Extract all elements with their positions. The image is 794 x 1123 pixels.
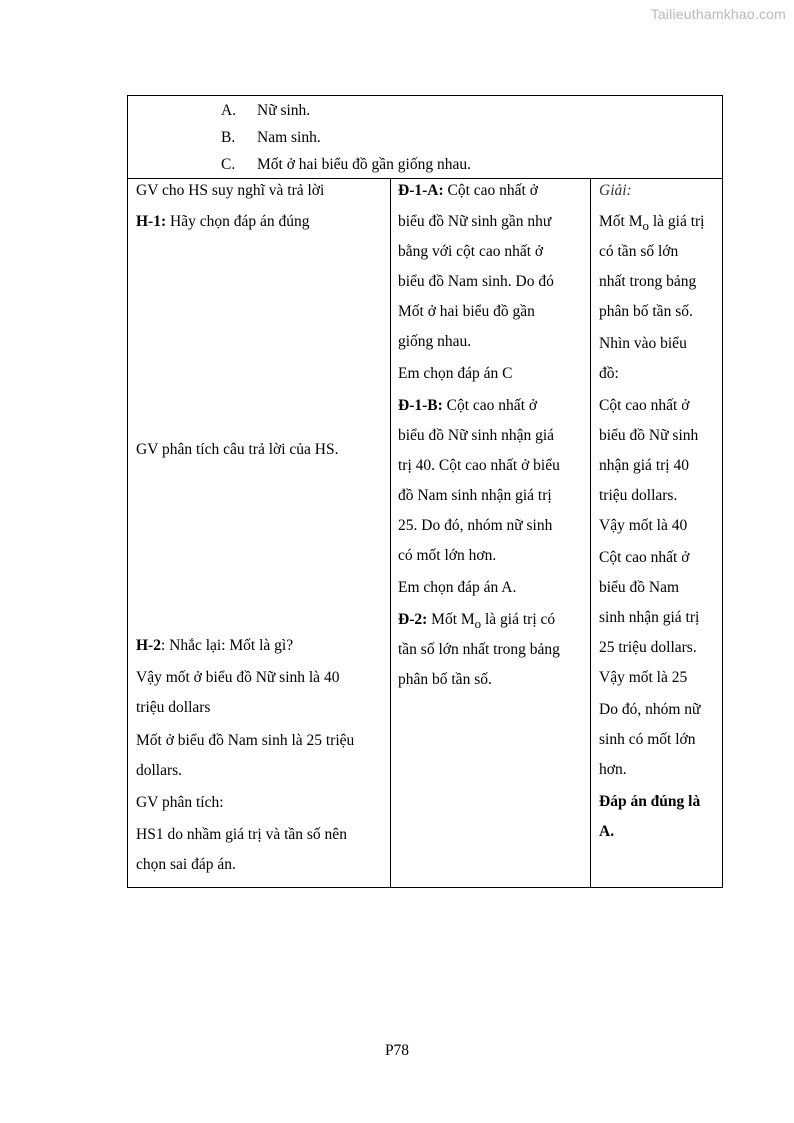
option-text: Nữ sinh. [257,102,311,119]
teacher-line: GV phân tích: [136,794,224,811]
question-h2-label: H-2 [136,637,161,654]
page-number: P78 [384,1042,410,1059]
lesson-table [127,95,723,888]
answer-d2-label: Đ-2: [398,611,428,628]
answer-d1b [398,397,537,415]
solution-line: nhận giá trị 40 [599,457,689,474]
correct-answer-value: A. [599,823,615,840]
solution-line: sinh nhận giá trị [599,609,700,626]
correct-answer: Đáp án đúng là [599,793,701,810]
answer-d1a-label: Đ-1-A: [398,182,444,199]
question-h2 [136,637,293,655]
subscript: o [642,218,649,234]
teacher-line: Mốt ở biểu đồ Nam sinh là 25 triệu [136,732,355,749]
solution-line: 25 triệu dollars. [599,639,697,656]
question-h2-text: : Nhắc lại: Mốt là gì? [160,637,294,654]
answer-line: tần số lớn nhất trong bảng [398,641,560,658]
answer-line: phân bố tần số. [398,671,492,688]
solution-line: đồ: [599,365,619,382]
watermark: Tailieuthamkhao.com [650,6,786,22]
solution-line: Cột cao nhất ở [599,397,690,414]
teacher-line: dollars. [136,762,183,779]
option-label: C. [221,156,236,173]
answer-d2 [398,611,555,632]
solution-heading: Giải: [599,182,632,199]
teacher-line: Vậy mốt ở biểu đồ Nữ sinh là 40 [136,669,340,686]
option-a [221,102,310,120]
answer-line: có mốt lớn hơn. [398,547,497,564]
answer-line: bằng với cột cao nhất ở [398,243,544,260]
answer-text: Mốt M [427,611,475,628]
answer-line: trị 40. Cột cao nhất ở biểu [398,457,560,474]
teacher-line: chọn sai đáp án. [136,856,236,873]
answer-line: giống nhau. [398,333,472,350]
solution-line: sinh có mốt lớn [599,731,696,748]
question-h1 [136,213,309,231]
solution-line: Cột cao nhất ở [599,549,690,566]
subscript: o [474,616,482,632]
answer-d1a [398,182,538,200]
teacher-intro: GV cho HS suy nghĩ và trả lời [136,182,325,199]
solution-line: Do đó, nhóm nữ [599,701,701,718]
solution-line [599,213,704,234]
solution-line: biểu đồ Nam [599,579,680,596]
option-b [221,129,321,147]
answer-line: đồ Nam sinh nhận giá trị [398,487,552,504]
answer-line: biểu đồ Nam sinh. Do đó [398,273,554,290]
answer-line: Mốt ở hai biểu đồ gần [398,303,535,320]
solution-line: có tần số lớn [599,243,679,260]
answer-line: biểu đồ Nữ sinh nhận giá [398,427,555,444]
question-h1-text: Hãy chọn đáp án đúng [166,213,310,230]
solution-line: phân bố tần số. [599,303,693,320]
solution-line: hơn. [599,761,627,778]
teacher-analysis: GV phân tích câu trả lời của HS. [136,441,339,458]
option-c [221,156,471,174]
answer-line: Em chọn đáp án A. [398,579,517,596]
solution-line: biểu đồ Nữ sinh [599,427,699,444]
solution-line: nhất trong bảng [599,273,697,290]
answer-options-row [128,96,722,179]
answer-text: Cột cao nhất ở [442,397,538,414]
solution-line: triệu dollars. [599,487,678,504]
solution-text: là giá trị [648,213,705,230]
teacher-line: triệu dollars [136,699,211,716]
answer-text: là giá trị có [481,611,556,628]
option-text: Mốt ở hai biểu đồ gần giống nhau. [257,156,471,173]
answer-line: 25. Do đó, nhóm nữ sinh [398,517,553,534]
teacher-line: HS1 do nhầm giá trị và tần số nên [136,826,347,843]
option-text: Nam sinh. [257,129,321,146]
column-divider [390,179,391,887]
answer-text: Cột cao nhất ở [443,182,538,199]
solution-line: Nhìn vào biểu [599,335,687,352]
solution-line: Vậy mốt là 25 [599,669,688,686]
answer-line: biểu đồ Nữ sinh gần như [398,213,552,230]
column-divider [590,179,591,887]
answer-line: Em chọn đáp án C [398,365,513,382]
solution-line: Vậy mốt là 40 [599,517,688,534]
option-label: B. [221,129,236,146]
answer-d1b-label: Đ-1-B: [398,397,443,414]
question-h1-label: H-1: [136,213,167,230]
option-label: A. [221,102,237,119]
solution-text: Mốt M [599,213,643,230]
